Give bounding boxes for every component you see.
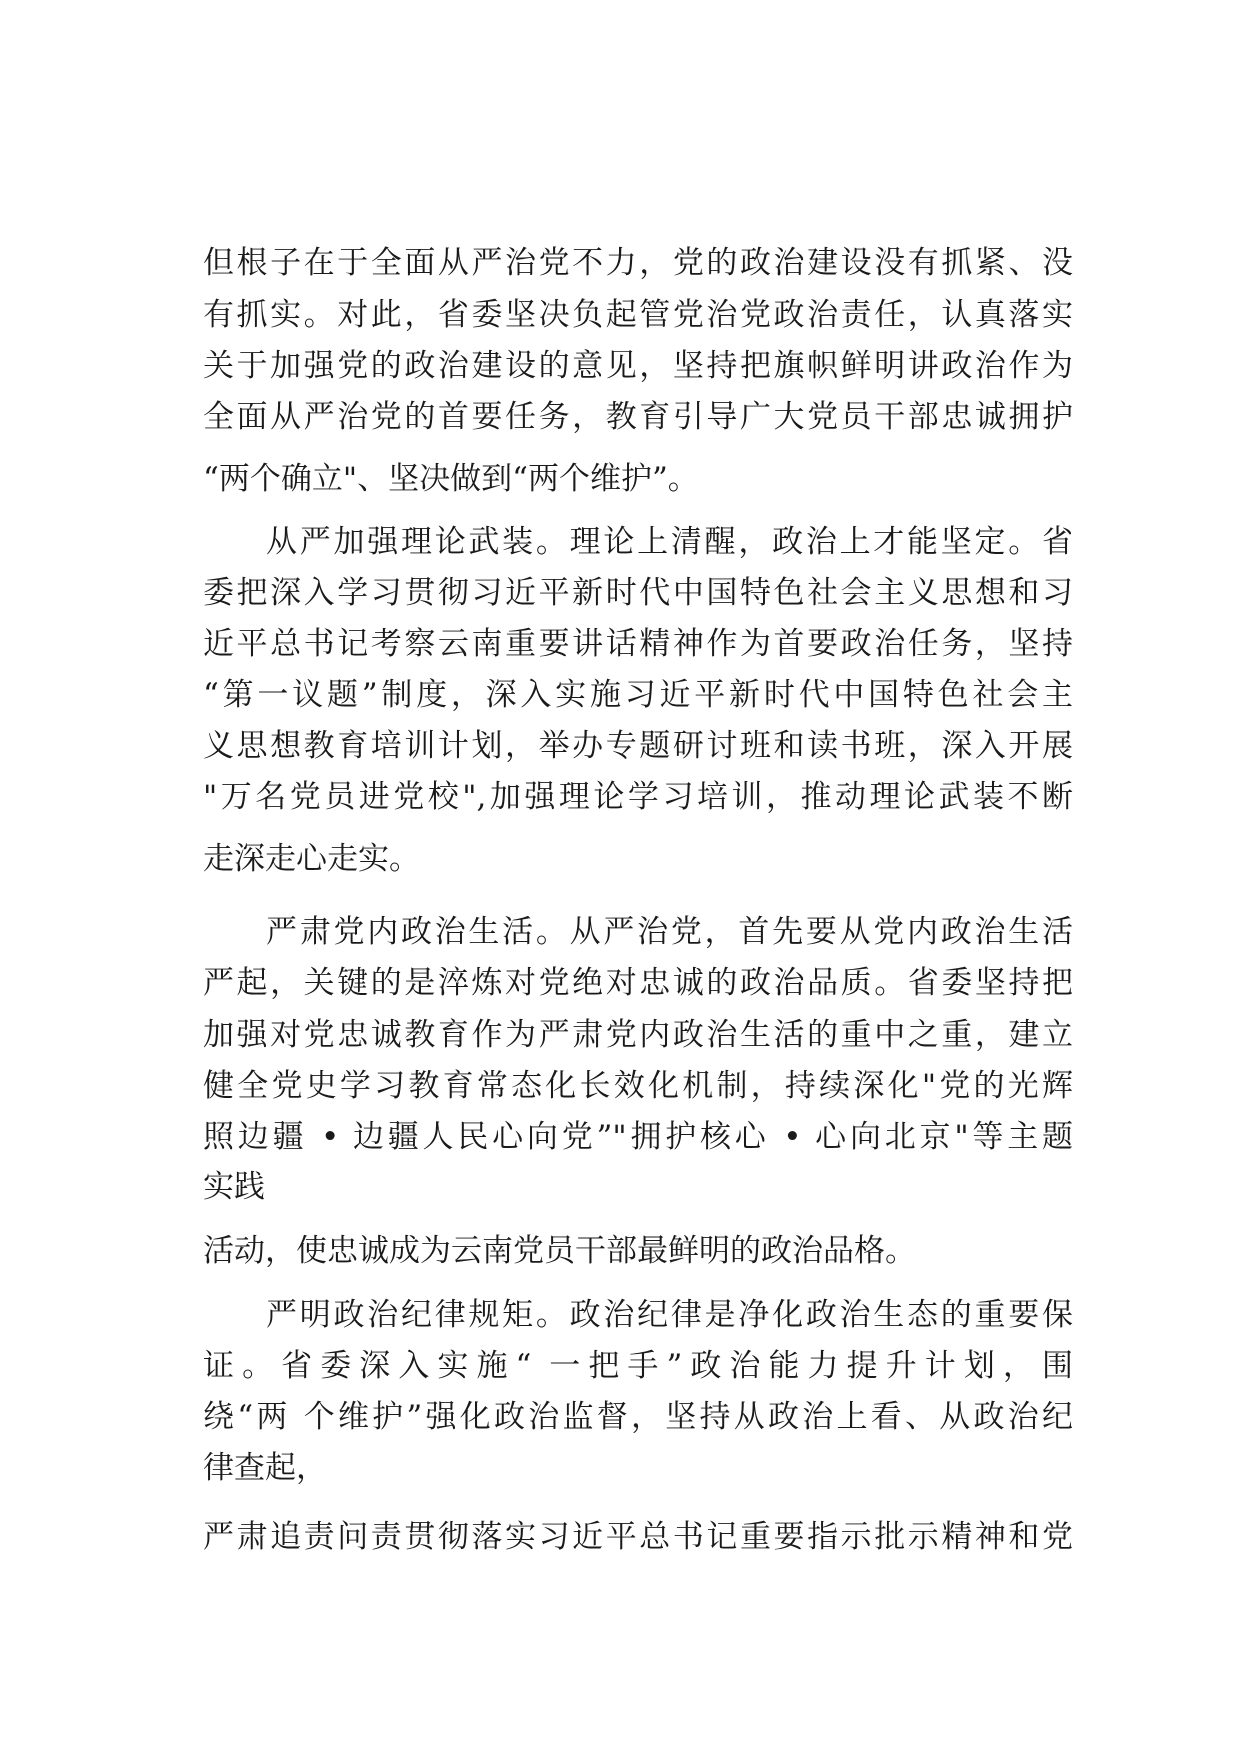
body-text-line: “两个确立"、坚决做到“两个维护”。 (203, 461, 699, 497)
body-text-line: 照边疆 • 边疆人民心向党”"拥护核心 • 心向北京"等主题 (203, 1119, 1073, 1155)
body-text-line: 严肃追责问责贯彻落实习近平总书记重要指示批示精神和党 (203, 1519, 1073, 1555)
body-text-line: 全面从严治党的首要任务，教育引导广大党员干部忠诚拥护 (203, 399, 1073, 435)
body-text-line: 加强对党忠诚教育作为严肃党内政治生活的重中之重，建立 (203, 1017, 1073, 1053)
body-text-line: 关于加强党的政治建设的意见，坚持把旗帜鲜明讲政治作为 (203, 348, 1073, 384)
body-text-line: 委把深入学习贯彻习近平新时代中国特色社会主义思想和习 (203, 575, 1073, 611)
body-text-line: “第一议题”制度，深入实施习近平新时代中国特色社会主 (203, 677, 1073, 713)
body-text-line: 律查起， (203, 1450, 327, 1486)
body-text-line: 但根子在于全面从严治党不力，党的政治建设没有抓紧、没 (203, 245, 1073, 281)
body-text-line: 义思想教育培训计划，举办专题研讨班和读书班，深入开展 (203, 728, 1073, 764)
body-text-line: "万名党员进党校",加强理论学习培训，推动理论武装不断 (203, 779, 1073, 815)
body-text-line: 有抓实。对此，省委坚决负起管党治党政治责任，认真落实 (203, 297, 1073, 333)
body-text-line: 走深走心走实。 (203, 841, 420, 877)
body-text-line: 健全党史学习教育常态化长效化机制，持续深化"党的光辉 (203, 1068, 1073, 1104)
body-text-line: 证。省委深入实施“ 一把手”政治能力提升计划，围 (203, 1348, 1073, 1384)
body-text-line: 绕“两 个维护”强化政治监督，坚持从政治上看、从政治纪 (203, 1399, 1073, 1435)
section-heading-line: 严肃党内政治生活。从严治党，首先要从党内政治生活 (266, 914, 1073, 950)
body-text-line: 严起，关键的是淬炼对党绝对忠诚的政治品质。省委坚持把 (203, 965, 1073, 1001)
body-text-line: 实践 (203, 1169, 265, 1205)
section-heading-line: 从严加强理论武装。理论上清醒，政治上才能坚定。省 (266, 524, 1073, 560)
body-text-line: 活动，使忠诚成为云南党员干部最鲜明的政治品格。 (203, 1233, 916, 1269)
body-text-line: 近平总书记考察云南重要讲话精神作为首要政治任务，坚持 (203, 626, 1073, 662)
section-heading-line: 严明政治纪律规矩。政治纪律是净化政治生态的重要保 (266, 1297, 1073, 1333)
